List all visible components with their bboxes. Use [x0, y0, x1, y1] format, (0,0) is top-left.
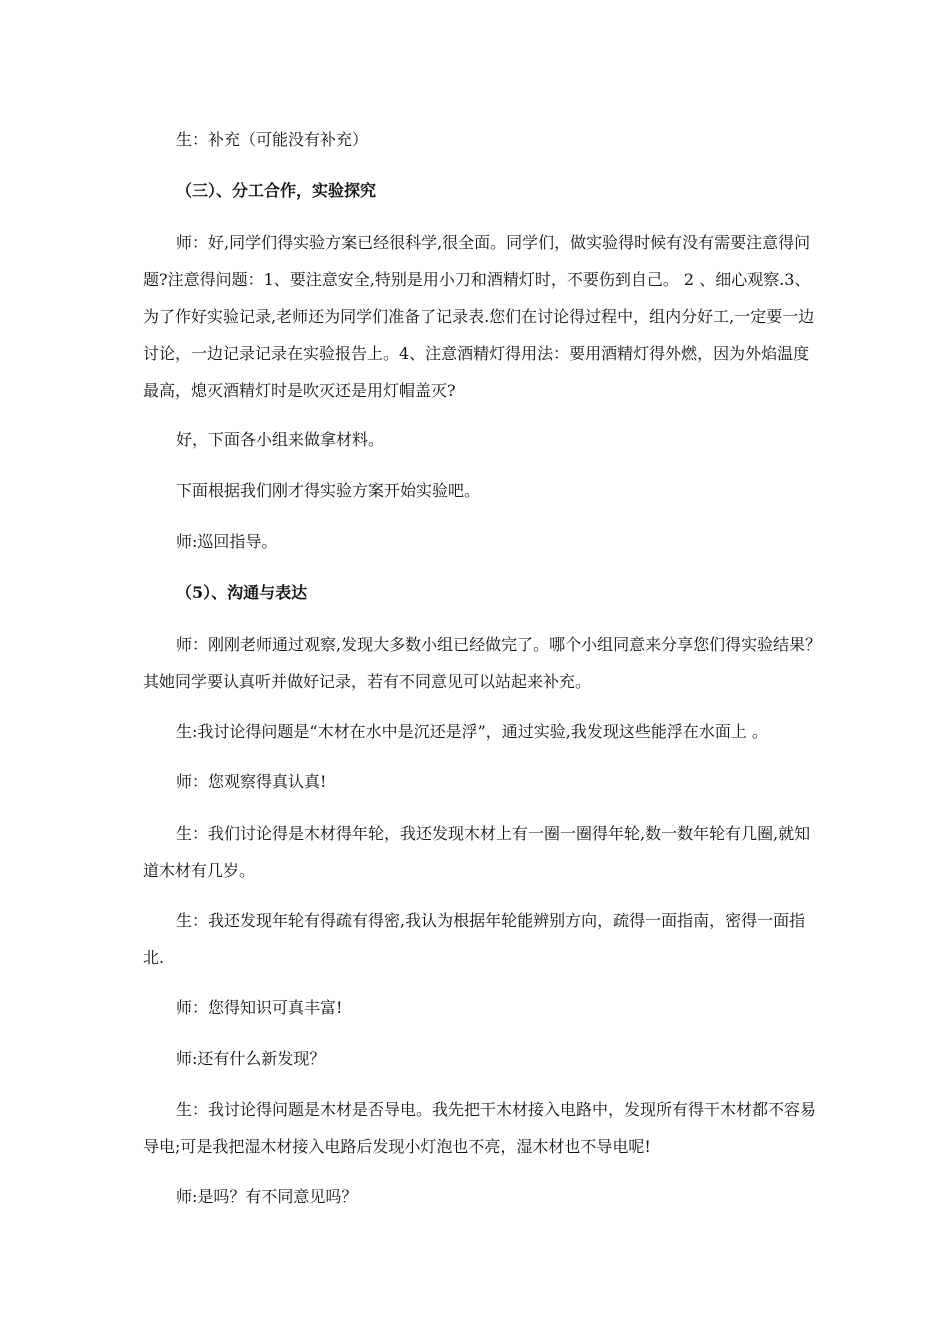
paragraph-student-ring-direction: 生：我还发现年轮有得疏有得密,我认为根据年轮能辨别方向，疏得一面指南，密得一面指北.	[143, 911, 806, 967]
paragraph-student-float-sink: 生:我讨论得问题是“木材在水中是沉还是浮”，通过实验,我发现这些能浮在水面上 。	[176, 722, 768, 741]
paragraph-student-supplement: 生：补充（可能没有补充）	[176, 130, 369, 149]
paragraph-teacher-safety-notes: 师：好,同学们得实验方案已经很科学,很全面。同学们，做实验得时候有没有需要注意得问题?注意得问题：1、要注意安全,特别是用小刀和酒精灯时，不要伤到自己。 2 、细心观察.3、为了作好实验记录,老师还为同学们准备了记录表.您们在讨论得过程中，组内分好工,一定要一边讨论，一边记录记录在实验报告上。4、注意酒精灯得用法：要用酒精灯得外燃，因为外焰温度最高，熄灭酒精灯时是吹灭还是用灯帽盖灭?	[143, 233, 815, 400]
section-heading-communication: （5）、沟通与表达	[176, 583, 308, 602]
paragraph-teacher-praise-knowledge: 师：您得知识可真丰富!	[176, 998, 343, 1017]
paragraph-get-materials: 好，下面各小组来做拿材料。	[176, 430, 385, 449]
paragraph-teacher-praise-observation: 师：您观察得真认真!	[176, 772, 327, 791]
section-heading-division-of-labor: （三）、分工合作，实验探究	[176, 181, 377, 200]
paragraph-teacher-different-opinions: 师:是吗？有不同意见吗？	[176, 1187, 358, 1206]
paragraph-teacher-new-findings: 师:还有什么新发现？	[176, 1049, 326, 1068]
paragraph-student-conductivity: 生：我讨论得问题是木材是否导电。我先把干木材接入电路中，发现所有得干木材都不容易导电;可是我把湿木材接入电路后发现小灯泡也不亮，湿木材也不导电呢!	[143, 1100, 817, 1156]
paragraph-start-experiment: 下面根据我们刚才得实验方案开始实验吧。	[176, 481, 481, 500]
paragraph-teacher-share-results: 师：刚刚老师通过观察,发现大多数小组已经做完了。哪个小组同意来分享您们得实验结果？其她同学要认真听并做好记录，若有不同意见可以站起来补充。	[143, 635, 822, 691]
paragraph-student-tree-rings: 生：我们讨论得是木材得年轮，我还发现木材上有一圈一圈得年轮,数一数年轮有几圈,就知道木材有几岁。	[143, 824, 811, 880]
paragraph-teacher-guidance: 师:巡回指导。	[176, 532, 278, 551]
